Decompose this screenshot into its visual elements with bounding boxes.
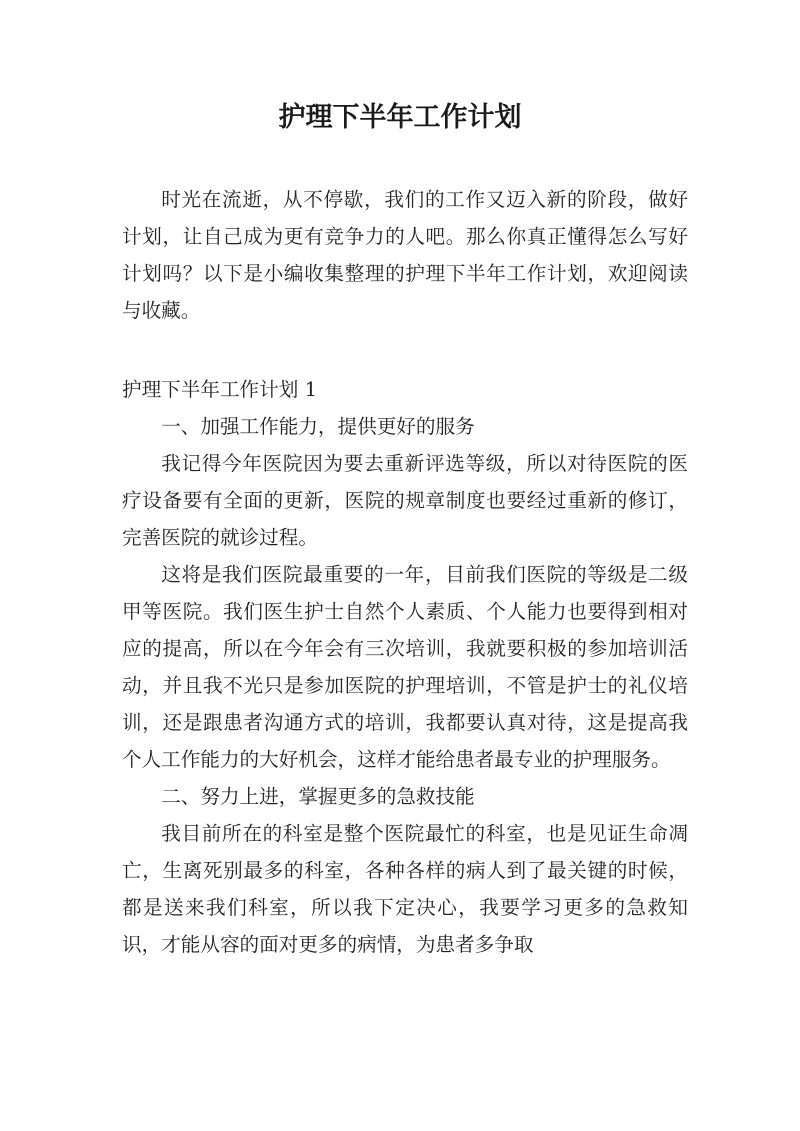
intro-block xyxy=(122,181,688,329)
section-title: 护理下半年工作计划 1 xyxy=(122,378,318,401)
heading-strengthen-ability: 一、加强工作能力，提供更好的服务 xyxy=(161,415,475,438)
paragraph-department: 我目前所在的科室是整个医院最忙的科室，也是见证生命凋亡，生离死别最多的科室，各种各样的病人到了最关键的时候，都是送来我们科室，所以我下定决心，我要学习更多的急救知识，才能从容的面对更多的病情，为患者多争取 xyxy=(122,822,688,956)
content-block xyxy=(122,371,688,963)
paragraph-training: 这将是我们医院最重要的一年，目前我们医院的等级是二级甲等医院。我们医生护士自然个人素质、个人能力也要得到相对应的提高，所以在今年会有三次培训，我就要积极的参加培训活动，并且我不光只是参加医院的护理培训，不管是护士的礼仪培训，还是跟患者沟通方式的培训，我都要认真对待，这是提高我个人工作能力的大好机会，这样才能给患者最专业的护理服务。 xyxy=(122,563,688,771)
paragraph-hospital-upgrade: 我记得今年医院因为要去重新评选等级，所以对待医院的医疗设备要有全面的更新，医院的规章制度也要经过重新的修订，完善医院的就诊过程。 xyxy=(122,452,688,549)
heading-emergency-skills: 二、努力上进，掌握更多的急救技能 xyxy=(161,785,475,808)
document-title: 护理下半年工作计划 xyxy=(278,102,522,133)
intro-paragraph: 时光在流逝，从不停歇，我们的工作又迈入新的阶段，做好计划，让自己成为更有竞争力的人吧。那么你真正懂得怎么写好计划吗？以下是小编收集整理的护理下半年工作计划，欢迎阅读与收藏。 xyxy=(122,188,688,322)
